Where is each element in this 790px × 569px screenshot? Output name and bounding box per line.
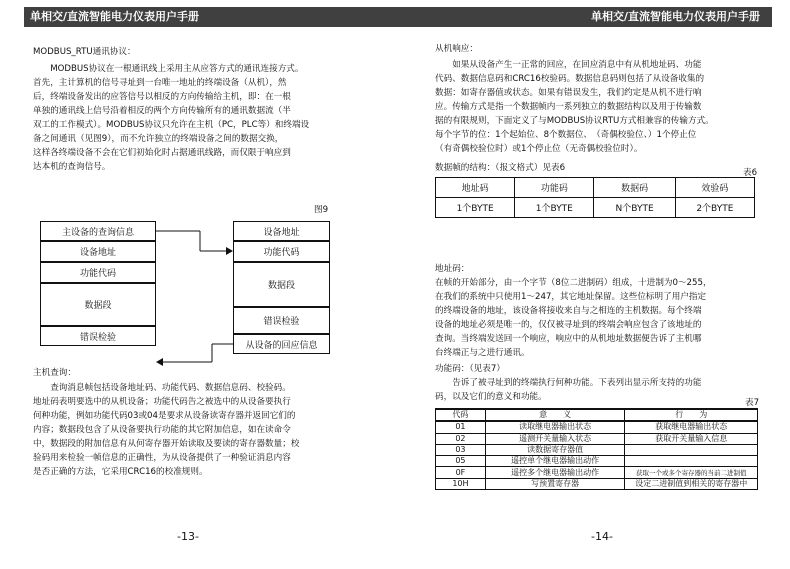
header-bar-left: 单相交/直流智能电力仪表用户手册	[24, 7, 401, 27]
diagram-left-box: 设备地址	[40, 241, 156, 262]
table-row	[436, 198, 755, 218]
table-header-row	[436, 409, 758, 421]
protocol-heading: MODBUS_RTU通讯协议：	[33, 47, 136, 57]
query-line: 中，数据段的附加信息有从何寄存器开始读取及要读的寄存器数量；校	[33, 439, 300, 449]
response-line: 应。传输方式是指一个数据帧内一系列独立的数据结构以及用于传输数	[435, 102, 702, 112]
table-row	[436, 444, 758, 455]
query-line: 是否正确的方法，它采用CRC16的校准规则。	[33, 467, 208, 477]
table-cell: 获取开关量输入信息	[625, 433, 758, 444]
function-code-table	[435, 408, 758, 490]
table-cell: N个BYTE	[594, 198, 675, 218]
address-line: 的终端设备的地址，该设备将接收来自与之相连的主机数据。每个终端	[435, 306, 702, 316]
diagram-right-box: 设备地址	[233, 221, 330, 241]
table-cell: 遥控多个继电器输出动作	[485, 467, 625, 478]
table-cell: 01	[436, 421, 486, 433]
response-line: （有奇偶校验位时）或1个停止位（无奇偶校验位时）。	[435, 144, 643, 154]
table-header-cell: 意 义	[485, 409, 625, 421]
table-cell: 02	[436, 433, 486, 444]
diagram-left-box: 错误检验	[40, 326, 156, 346]
query-line: 何种功能，例如功能代码03或04是要求从设备读寄存器并返回它们的	[33, 411, 296, 421]
table-cell: 05	[436, 456, 486, 467]
intro-line: 单独的通讯线上信号沿着相反的两个方向传输所有的通讯数据流（半	[33, 106, 291, 116]
table-cell	[625, 456, 758, 467]
table-cell: 遥控单个继电器输出动作	[485, 456, 625, 467]
intro-line: MODBUS协议在一根通讯线上采用主从应答方式的通讯连接方式。	[33, 64, 304, 74]
table-row	[436, 421, 758, 433]
table-header-cell: 地址码	[436, 178, 515, 198]
intro-line: 达本机的查询信号。	[33, 162, 111, 172]
response-heading: 从机响应：	[435, 44, 478, 54]
page-number-left: -13-	[177, 530, 199, 543]
diagram-right-box: 数据段	[233, 262, 330, 307]
address-line: 在我们的系统中只使用1～247，其它地址保留。这些位标明了用户指定	[435, 292, 707, 302]
function-line: 告诉了被寻址到的终端执行何种功能。下表列出显示所支持的功能	[435, 378, 702, 388]
table-header-cell: 功能码	[515, 178, 594, 198]
response-line: 每个字节的位：1个起始位、8个数据位、 （奇偶校验位、）1个停止位	[435, 130, 697, 140]
response-line: 代码、数据信息码和CRC16校验码。数据信息码则包括了从设备收集的	[435, 74, 705, 84]
table-header-cell: 数据码	[594, 178, 675, 198]
table-header-row	[436, 178, 755, 198]
diagram-left-box: 主设备的查询信息	[40, 221, 156, 241]
table-cell	[625, 444, 758, 455]
frame-structure-table	[435, 177, 755, 218]
query-line: 查询消息帧包括设备地址码、功能代码、数据信息码、校验码。	[33, 383, 291, 393]
table-row	[436, 433, 758, 444]
table-row	[436, 478, 758, 489]
table6-label: 表6	[743, 168, 758, 178]
function-heading: 功能码：（见表7）	[435, 364, 505, 374]
response-line: 据的有限规则，下面定义了与MODBUS协议RTU方式相兼容的传输方式。	[435, 116, 714, 126]
intro-line: 备之间通讯（见图9），而不允许独立的终端设备之间的数据交换，	[33, 134, 284, 144]
address-line: 查询。当终端发送回一个响应，响应中的从机地址数据便告诉了主机哪	[435, 334, 702, 344]
query-line: 验码用来检验一帧信息的正确性，为从设备提供了一种验证消息内容	[33, 453, 291, 463]
query-line: 内容；数据段包含了从设备要执行功能的其它附加信息，如在读命令	[33, 425, 291, 435]
frame-heading: 数据帧的结构：（报文格式）见表6	[435, 163, 566, 173]
table-cell: 读数据寄存器值	[485, 444, 625, 455]
table-row	[436, 456, 758, 467]
address-line: 设备的地址必须是唯一的，仅仅被寻址到的终端会响应包含了该地址的	[435, 320, 702, 330]
response-line: 如果从设备产生一正常的回应，在回应消息中有从机地址码、功能	[435, 60, 702, 70]
table-cell: 遥测开关量输入状态	[485, 433, 625, 444]
address-line: 在帧的开始部分，由一个字节（8位二进制码）组成，十进制为0～255，	[435, 278, 712, 288]
query-line: 地址码表明要选中的从机设备；功能代码告之被选中的从设备要执行	[33, 397, 291, 407]
address-line: 台终端正与之进行通讯。	[435, 348, 530, 358]
table-cell: 获取继电器输出状态	[625, 421, 758, 433]
table-cell: 03	[436, 444, 486, 455]
intro-line: 后，终端设备发出的应答信号以相反的方向传输给主机，即：在一根	[33, 92, 291, 102]
table-row	[436, 467, 758, 478]
function-line: 码，以及它们的意义和功能。	[435, 392, 547, 402]
diagram-left-box: 功能代码	[40, 262, 156, 283]
address-heading: 地址码：	[435, 264, 470, 274]
response-line: 数据：如寄存器值或状态。如果有错误发生，我们约定是从机不进行响	[435, 88, 702, 98]
table-cell: 1个BYTE	[436, 198, 515, 218]
table-header-cell: 效验码	[675, 178, 754, 198]
table-cell: 1个BYTE	[515, 198, 594, 218]
figure-label: 图9	[314, 205, 329, 215]
table-cell: 10H	[436, 478, 486, 489]
intro-line: 双工的工作模式）。MODBUS协议只允许在主机（PC，PLC等）和终端设	[33, 120, 310, 130]
diagram-right-box: 从设备的回应信息	[233, 334, 330, 354]
page-number-right: -14-	[591, 530, 613, 543]
table-cell: 2个BYTE	[675, 198, 754, 218]
intro-line: 首先，主计算机的信号寻址到一台唯一地址的终端设备（从机），然	[33, 78, 287, 88]
table-header-cell: 代码	[436, 409, 486, 421]
intro-line: 这样各终端设备不会在它们初始化时占据通讯线路，而仅限于响应到	[33, 148, 291, 158]
table-cell: 读取继电器输出状态	[485, 421, 625, 433]
table-cell: 写预置寄存器	[485, 478, 625, 489]
table-cell: 0F	[436, 467, 486, 478]
right-page	[395, 0, 790, 569]
diagram-right-box: 功能代码	[233, 241, 330, 262]
header-bar-right: 单相交/直流智能电力仪表用户手册	[395, 7, 772, 27]
diagram-left-box: 数据段	[40, 283, 156, 326]
table-header-cell: 行 为	[625, 409, 758, 421]
table-cell: 获取一个或多个寄存器的当前二进制值	[625, 467, 758, 478]
diagram-right-box: 错误检验	[233, 307, 330, 334]
table7-label: 表7	[745, 398, 760, 408]
table-cell: 设定二进制值到相关的寄存器中	[625, 478, 758, 489]
query-heading: 主机查询：	[33, 368, 76, 378]
